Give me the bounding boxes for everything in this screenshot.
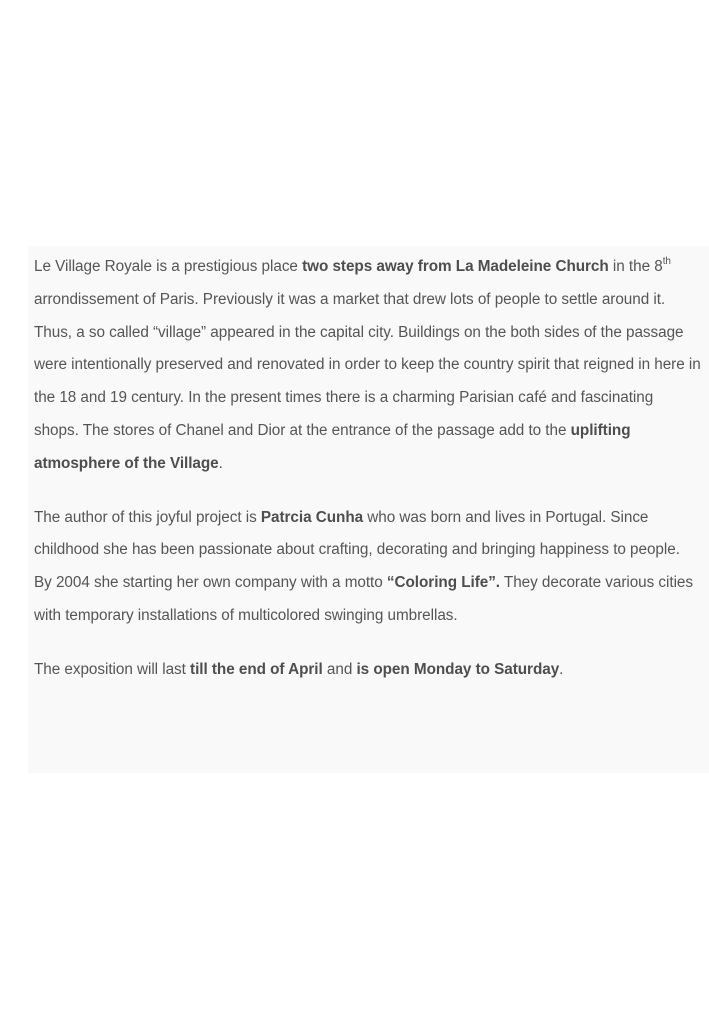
paragraph-author [34,502,701,633]
text-run: Le Village Royale is a prestigious place [34,258,303,275]
bold-end-date: till the end of April [190,660,323,678]
text-run: arrondissement of Paris. Previously it was a market that drew lots of people to settle around it. Thus, a so called “village” appeared in the capital city. Buildings on the both sides of the passage were intentionally preserved and renovated in order to keep the country spirit that reigned in here in the 18 and 19 century. In the present times there is a charming Parisian café and fascinating shops. The stores of Chanel and Dior at the entrance of the passage add to the [34,290,701,439]
text-run: in the 8 [608,258,663,275]
text-run: . [218,454,223,472]
ordinal-suffix: th [662,256,671,267]
article-text-block [28,246,709,773]
bold-opening-days: is open Monday to Saturday [356,660,560,678]
text-run: and [322,660,357,678]
text-run: . [559,660,564,678]
text-run: They decorate various cities with temporary installations of multicolored swinging umbrellas. [34,574,693,624]
paragraph-exposition [34,654,701,687]
bold-author-name: Patrcia Cunha [260,508,364,526]
bold-location: two steps away from La Madeleine Church [302,258,609,275]
text-run: who was born and lives in Portugal. Since childhood she has been passionate about crafting, decorating and bringing happiness to people. By 2004 she starting her own company with a motto [34,508,680,592]
paragraph-village-royale [34,251,701,481]
bold-atmosphere: uplifting atmosphere of the Village [34,421,631,472]
bold-motto: “Coloring Life”. [386,574,500,592]
text-run: The exposition will last [34,660,191,678]
text-run: The author of this joyful project is [34,508,261,526]
